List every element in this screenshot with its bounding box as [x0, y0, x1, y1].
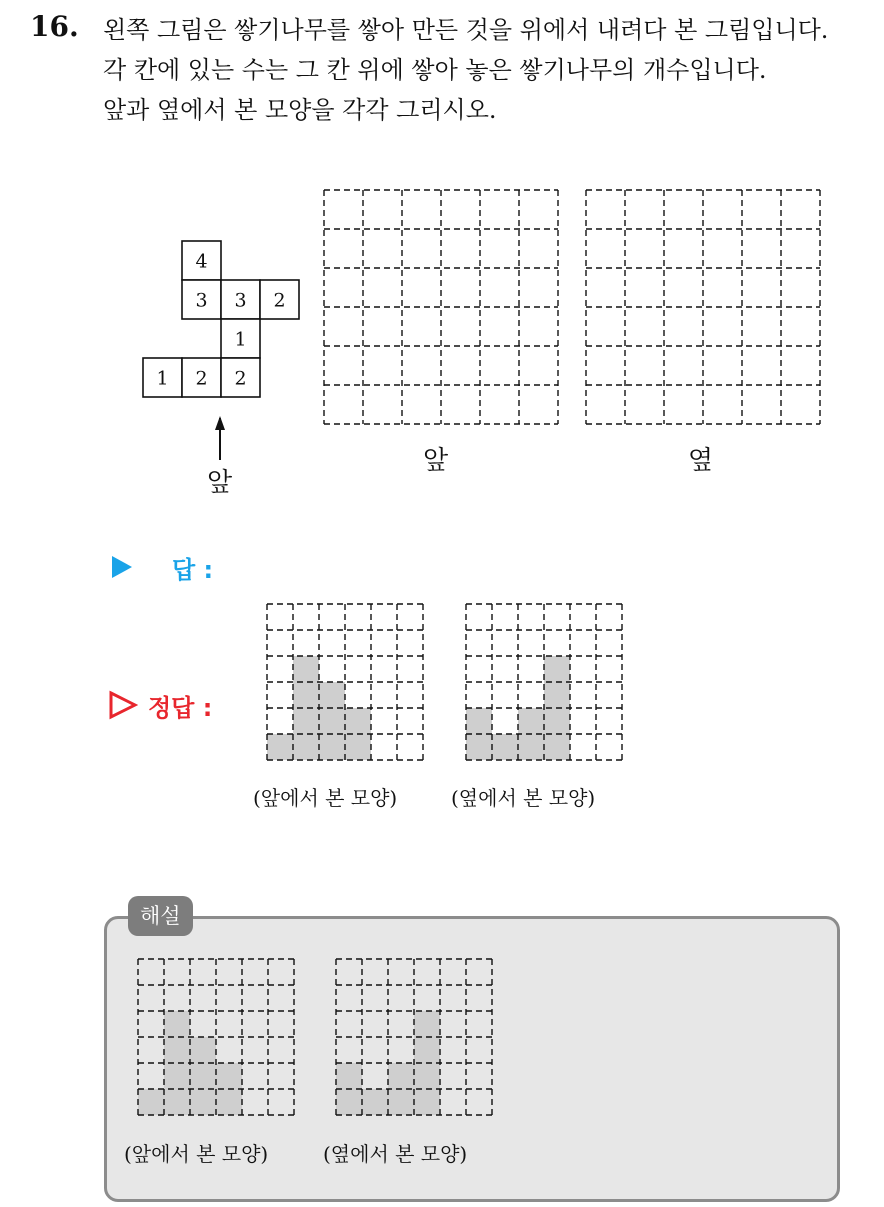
explanation-side-view-grid: [334, 957, 494, 1117]
explanation-front-shaded-cell: [164, 1011, 190, 1037]
top-view-cell-value: 1: [156, 367, 169, 390]
correct-front-shaded-cell: [345, 734, 371, 760]
explanation-side-caption: (옆에서 본 모양): [323, 1142, 468, 1166]
correct-front-shaded-cell: [293, 734, 319, 760]
question-line-2: 각 칸에 있는 수는 그 칸 위에 쌓아 놓은 쌓기나무의 개수입니다.: [103, 56, 767, 84]
correct-front-shaded-cell: [293, 656, 319, 682]
correct-side-shaded-cell: [466, 708, 492, 734]
top-view-cell-value: 2: [234, 367, 247, 390]
top-view-figure: [140, 238, 310, 488]
answer-triangle-icon: [110, 554, 134, 580]
top-view-cell-value: 4: [195, 250, 208, 273]
blank-side-grid: [584, 188, 822, 426]
explanation-tag: 해설: [128, 896, 193, 936]
explanation-front-shaded-cell: [164, 1037, 190, 1063]
explanation-front-view-grid: [136, 957, 296, 1117]
explanation-side-shaded-cell: [414, 1037, 440, 1063]
explanation-side-shaded-cell: [336, 1063, 362, 1089]
top-view-cell-value: 3: [195, 289, 208, 312]
explanation-front-shaded-cell: [216, 1089, 242, 1115]
correct-side-shaded-cell: [518, 734, 544, 760]
correct-label: 정답 :: [148, 694, 213, 722]
question-line-3: 앞과 옆에서 본 모양을 각각 그리시오.: [103, 96, 497, 124]
explanation-side-shaded-cell: [414, 1011, 440, 1037]
correct-side-shaded-cell: [466, 734, 492, 760]
top-view-cell-value: 2: [273, 289, 286, 312]
correct-front-shaded-cell: [319, 734, 345, 760]
correct-side-shaded-cell: [544, 734, 570, 760]
explanation-side-shaded-cell: [362, 1089, 388, 1115]
correct-front-view-grid: [265, 602, 425, 762]
correct-side-shaded-cell: [544, 682, 570, 708]
explanation-side-shaded-cell: [414, 1089, 440, 1115]
correct-front-shaded-cell: [293, 682, 319, 708]
blank-front-grid: [322, 188, 560, 426]
correct-side-shaded-cell: [518, 708, 544, 734]
blank-side-label: 옆: [688, 446, 714, 476]
correct-front-shaded-cell: [319, 708, 345, 734]
correct-front-shaded-cell: [293, 708, 319, 734]
explanation-front-caption: (앞에서 본 모양): [124, 1142, 269, 1166]
correct-triangle-icon: [108, 690, 138, 720]
correct-front-shaded-cell: [345, 708, 371, 734]
explanation-front-shaded-cell: [190, 1063, 216, 1089]
correct-front-shaded-cell: [267, 734, 293, 760]
explanation-front-shaded-cell: [164, 1063, 190, 1089]
explanation-side-shaded-cell: [388, 1089, 414, 1115]
explanation-front-shaded-cell: [216, 1063, 242, 1089]
explanation-front-shaded-cell: [190, 1089, 216, 1115]
top-view-cell-value: 2: [195, 367, 208, 390]
correct-side-caption: (옆에서 본 모양): [451, 786, 596, 810]
correct-side-view-grid: [464, 602, 624, 762]
explanation-front-shaded-cell: [190, 1037, 216, 1063]
correct-front-shaded-cell: [319, 682, 345, 708]
top-view-cell-value: 3: [234, 289, 247, 312]
front-arrow-head: [215, 416, 225, 430]
explanation-side-shaded-cell: [414, 1063, 440, 1089]
blank-front-label: 앞: [423, 446, 449, 476]
correct-side-shaded-cell: [544, 708, 570, 734]
correct-side-shaded-cell: [544, 656, 570, 682]
top-view-cell-value: 1: [234, 328, 247, 351]
correct-side-shaded-cell: [492, 734, 518, 760]
explanation-side-shaded-cell: [336, 1089, 362, 1115]
top-view-front-label: 앞: [207, 468, 233, 498]
answer-label: 답 :: [172, 556, 214, 584]
question-number: 16.: [30, 10, 79, 43]
explanation-side-shaded-cell: [388, 1063, 414, 1089]
explanation-front-shaded-cell: [138, 1089, 164, 1115]
question-line-1: 왼쪽 그림은 쌓기나무를 쌓아 만든 것을 위에서 내려다 본 그림입니다.: [103, 16, 829, 44]
explanation-front-shaded-cell: [164, 1089, 190, 1115]
correct-front-caption: (앞에서 본 모양): [253, 786, 398, 810]
